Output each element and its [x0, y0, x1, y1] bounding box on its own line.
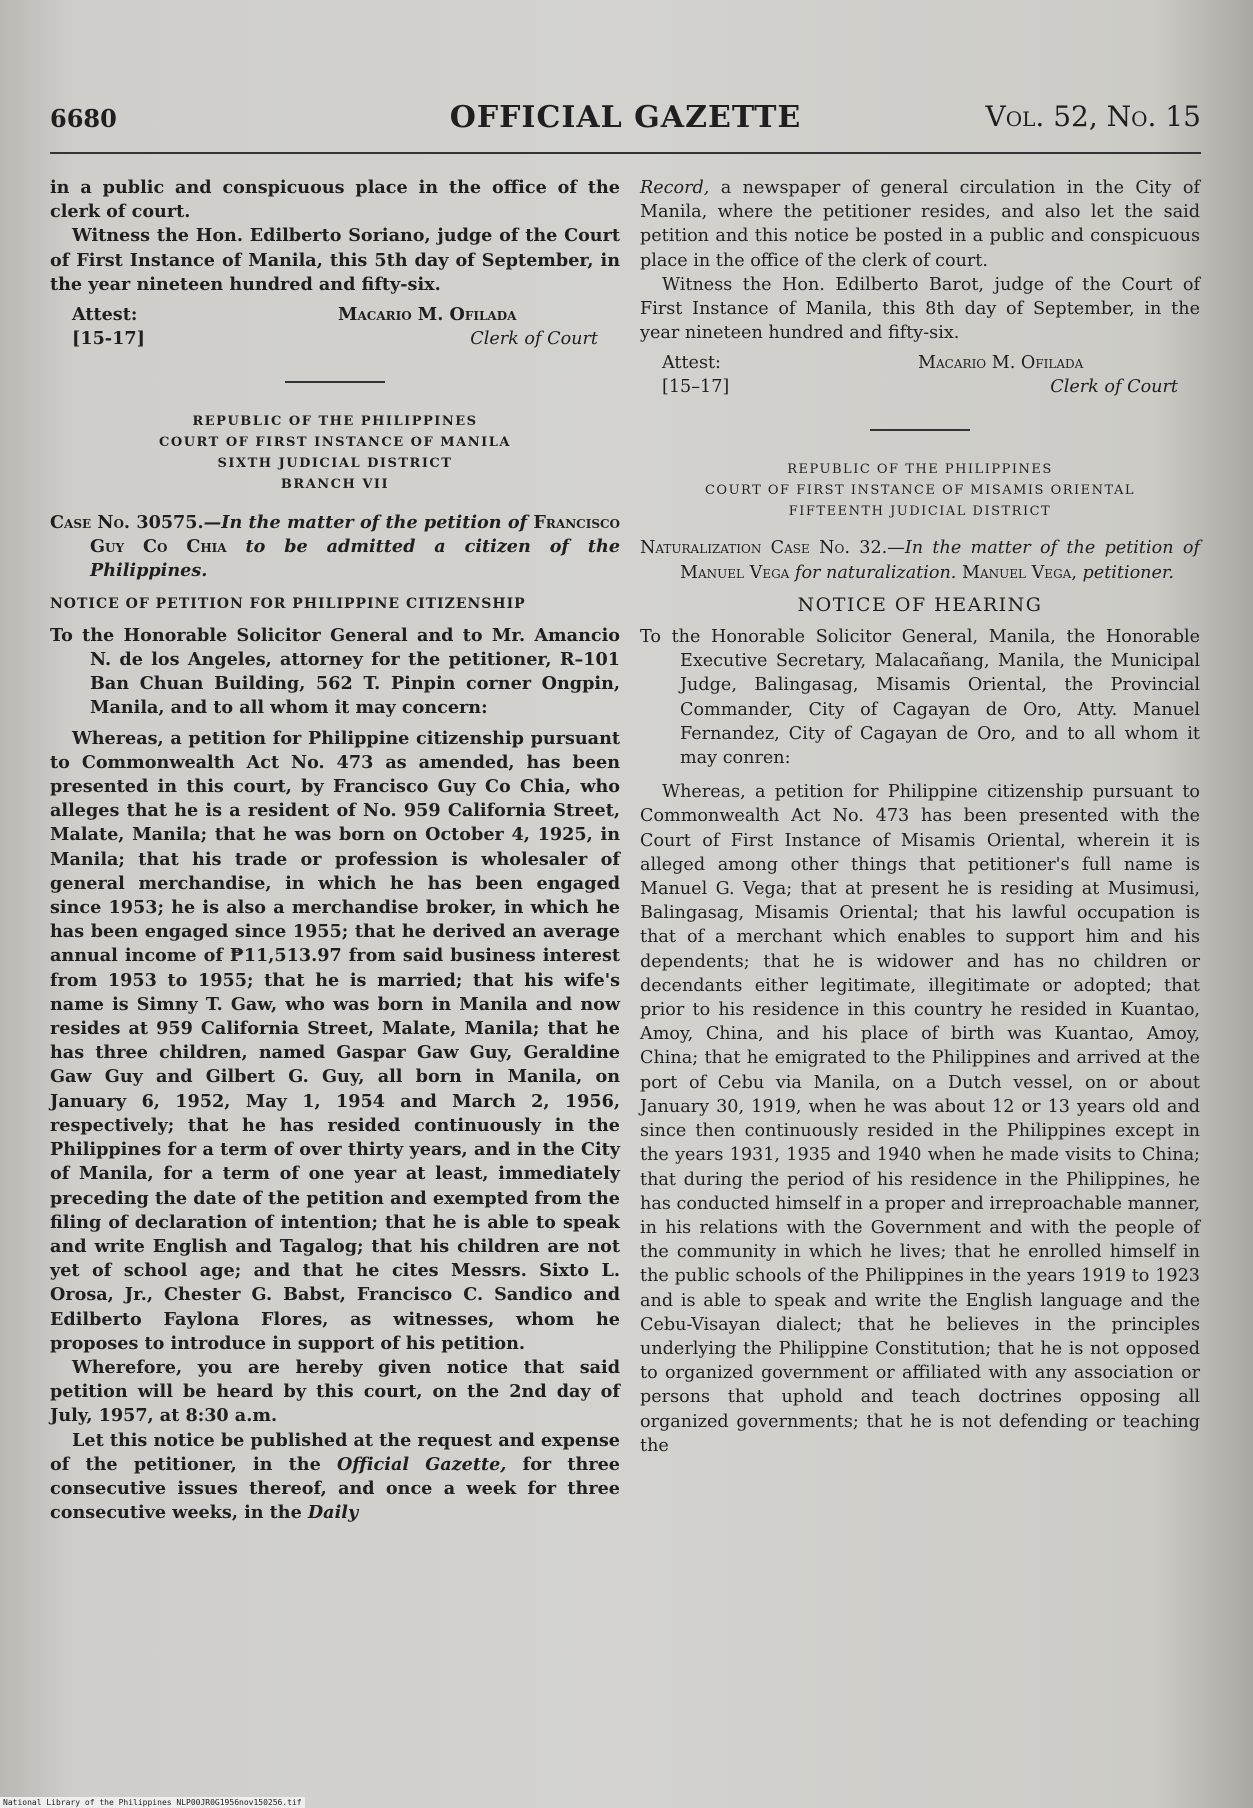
left-court-heading: [50, 411, 620, 495]
separator-rule: [285, 381, 385, 383]
court-line: COURT OF FIRST INSTANCE OF MISAMIS ORIENTAL: [704, 483, 1136, 499]
court-line: REPUBLIC OF THE PHILIPPINES: [192, 414, 478, 430]
right-attestation: [640, 351, 1200, 403]
clerk-name: Macario M. Ofilada: [918, 353, 1084, 374]
clerk-name: Macario M. Ofilada: [338, 304, 517, 326]
left-paragraph-1: in a public and conspicuous place in the office of the clerk of court.: [50, 177, 620, 223]
case-mid: for naturalization.: [789, 562, 962, 583]
case-text: —In the matter of the petition of: [203, 512, 528, 534]
scan-footer: National Library of the Philippines NLP00JR0G1956nov150256.tif: [0, 1797, 305, 1808]
left-case-caption: [50, 511, 620, 584]
petitioner-name-2: Manuel Vega,: [961, 562, 1077, 583]
attest-ref: [15–17]: [662, 377, 730, 398]
court-line: COURT OF FIRST INSTANCE OF MANILA: [159, 435, 511, 451]
court-line: REPUBLIC OF THE PHILIPPINES: [787, 462, 1053, 478]
page-header: [50, 100, 1201, 144]
case-text: —In the matter of the petition of: [887, 538, 1200, 559]
header-rule: [50, 152, 1201, 154]
publication-pre: Let this notice be published at the request and expense of the petitioner, in the: [50, 1429, 621, 1475]
court-line: FIFTEENTH JUDICIAL DISTRICT: [788, 504, 1052, 520]
right-column: [640, 176, 1200, 1458]
right-p1-text: a newspaper of general circulation in the City of Manila, where the petitioner resides, and also let the said petition and this notice be posted in a public and conspicuous place in the office of the clerk of court.: [640, 178, 1200, 271]
right-paragraph-1: [640, 176, 1200, 273]
left-addressees: To the Honorable Solicitor General and to Mr. Amancio N. de los Angeles, attorney for the petitioner, R–101 Ban Chuan Building, 562 T. Pinpin corner Ongpin, Manila, and to all whom it may concern:: [50, 624, 620, 719]
right-witness-paragraph: Witness the Hon. Edilberto Barot, judge of the Court of First Instance of Manila, this 8th day of September, in the year nineteen hundred and fifty-six.: [640, 274, 1200, 344]
right-whereas: Whereas, a petition for Philippine citizenship pursuant to Commonwealth Act No. 473 has been presented with the Court of First Instance of Misamis Oriental, wherein it is alleged among other things that petitioner's full name is Manuel G. Vega; that at present he is residing at Musimusi, Balingasag, Misamis Oriental; that his lawful occupation is that of a merchant which enables to support him and his dependents; that he is widower and has no children or decendants either legitimate, illegitimate or adopted; that prior to his residence in this country he resided in Kuantao, Amoy, China, and his place of birth was Kuantao, Amoy, China; that he emigrated to the Philippines and arrived at the port of Cebu via Manila, on a Dutch vessel, on or about January 30, 1919, when he was about 12 or 13 years old and since then continuously resided in the Philippines except in the years 1931, 1935 and 1940 when he made visits to China; that during the period of his residence in the Philippines, he has conducted himself in a proper and irreproachable manner, in his relations with the Government and with the people of the community in which he lives; that he enrolled himself in the public schools of the Philippines in the years 1919 to 1923 and is able to speak and write the English language and the Cebu-Visayan dialect; that he believes in the principles underlying the Philippine Constitution; that he is not opposed to organized government or affiliated with any association or persons that uphold and teach doctrines opposing all organized governments; that he is not defending or teaching the: [640, 782, 1200, 1456]
clerk-title: Clerk of Court: [1050, 377, 1178, 398]
daily-word: Daily: [307, 1502, 359, 1524]
left-column: [50, 176, 620, 1525]
publication-post: for three consecutive issues thereof, and once a week for three consecutive weeks, in the: [50, 1453, 620, 1524]
attest-label: Attest:: [72, 304, 138, 326]
clerk-title: Clerk of Court: [470, 329, 598, 350]
case-tail: to be admitted a citizen of the Philippines.: [90, 536, 621, 582]
right-addressees: To the Honorable Solicitor General, Manila, the Honorable Executive Secretary, Malacañang, Manila, the Municipal Judge, Balingasag, Misamis Oriental, the Provincial Commander, City of Cagayan de Oro, Atty. Manuel Fernandez, City of Cagayan de Oro, and to all whom it may conren:: [640, 627, 1200, 769]
right-case-caption: [640, 536, 1200, 584]
left-notice-heading: NOTICE OF PETITION FOR PHILIPPINE CITIZENSHIP: [50, 595, 526, 612]
volume-number: Vol. 52, No. 15: [985, 100, 1201, 133]
right-court-heading: [640, 459, 1200, 522]
case-tail: petitioner.: [1076, 562, 1174, 583]
court-line: SIXTH JUDICIAL DISTRICT: [217, 456, 453, 472]
record-word: Record,: [640, 178, 710, 198]
attest-label: Attest:: [662, 353, 721, 374]
left-publication: [50, 1429, 620, 1526]
petitioner-name: Manuel Vega: [680, 562, 790, 583]
left-wherefore: Wherefore, you are hereby given notice that said petition will be heard by this court, on the 2nd day of July, 1957, at 8:30 a.m.: [50, 1356, 620, 1427]
right-notice-heading: NOTICE OF HEARING: [797, 593, 1043, 616]
court-line: BRANCH VII: [280, 477, 390, 493]
left-attestation: [50, 303, 620, 355]
case-number: Naturalization Case No. 32.: [640, 538, 888, 559]
gazette-name: Official Gazette,: [336, 1453, 507, 1475]
attest-ref: [15-17]: [72, 328, 145, 350]
separator-rule: [870, 429, 970, 431]
left-witness-paragraph: Witness the Hon. Edilberto Soriano, judge of the Court of First Instance of Manila, this 5th day of September, in the year nineteen hundred and fifty-six.: [50, 225, 620, 295]
petitioner-name: Francisco Guy Co Chia: [90, 512, 620, 558]
gazette-title: OFFICIAL GAZETTE: [449, 100, 802, 135]
case-number: Case No. 30575.: [50, 512, 204, 534]
left-whereas: Whereas, a petition for Philippine citizenship pursuant to Commonwealth Act No. 473 as amended, has been presented in this court, by Francisco Guy Co Chia, who alleges that he is a resident of No. 959 California Street, Malate, Manila; that he was born on October 4, 1925, in Manila; that his trade or profession is wholesaler of general merchandise, in which he has been engaged since 1953; he is also a merchandise broker, in which he has been engaged since 1955; that he derived an average annual income of ₱11,513.97 from said business interest from 1953 to 1955; that he is married; that his wife's name is Simny T. Gaw, who was born in Manila and now resides at 959 California Street, Malate, Manila; that he has three children, named Gaspar Gaw Guy, Geraldine Gaw Guy and Gilbert G. Guy, all born in Manila, on January 6, 1952, May 1, 1954 and March 2, 1956, respectively; that he has resided continuously in the Philippines for a term of over thirty years, and in the City of Manila, for a term of one year at least, immediately preceding the date of the petition and exempted from the filing of declaration of intention; that he is able to speak and write English and Tagalog; that his children are not yet of school age; and that he cites Messrs. Sixto L. Orosa, Jr., Chester G. Babst, Francisco C. Sandico and Edilberto Faylona Flores, as witnesses, whom he proposes to introduce in support of his petition.: [50, 727, 620, 1354]
page-number: 6680: [50, 104, 117, 133]
